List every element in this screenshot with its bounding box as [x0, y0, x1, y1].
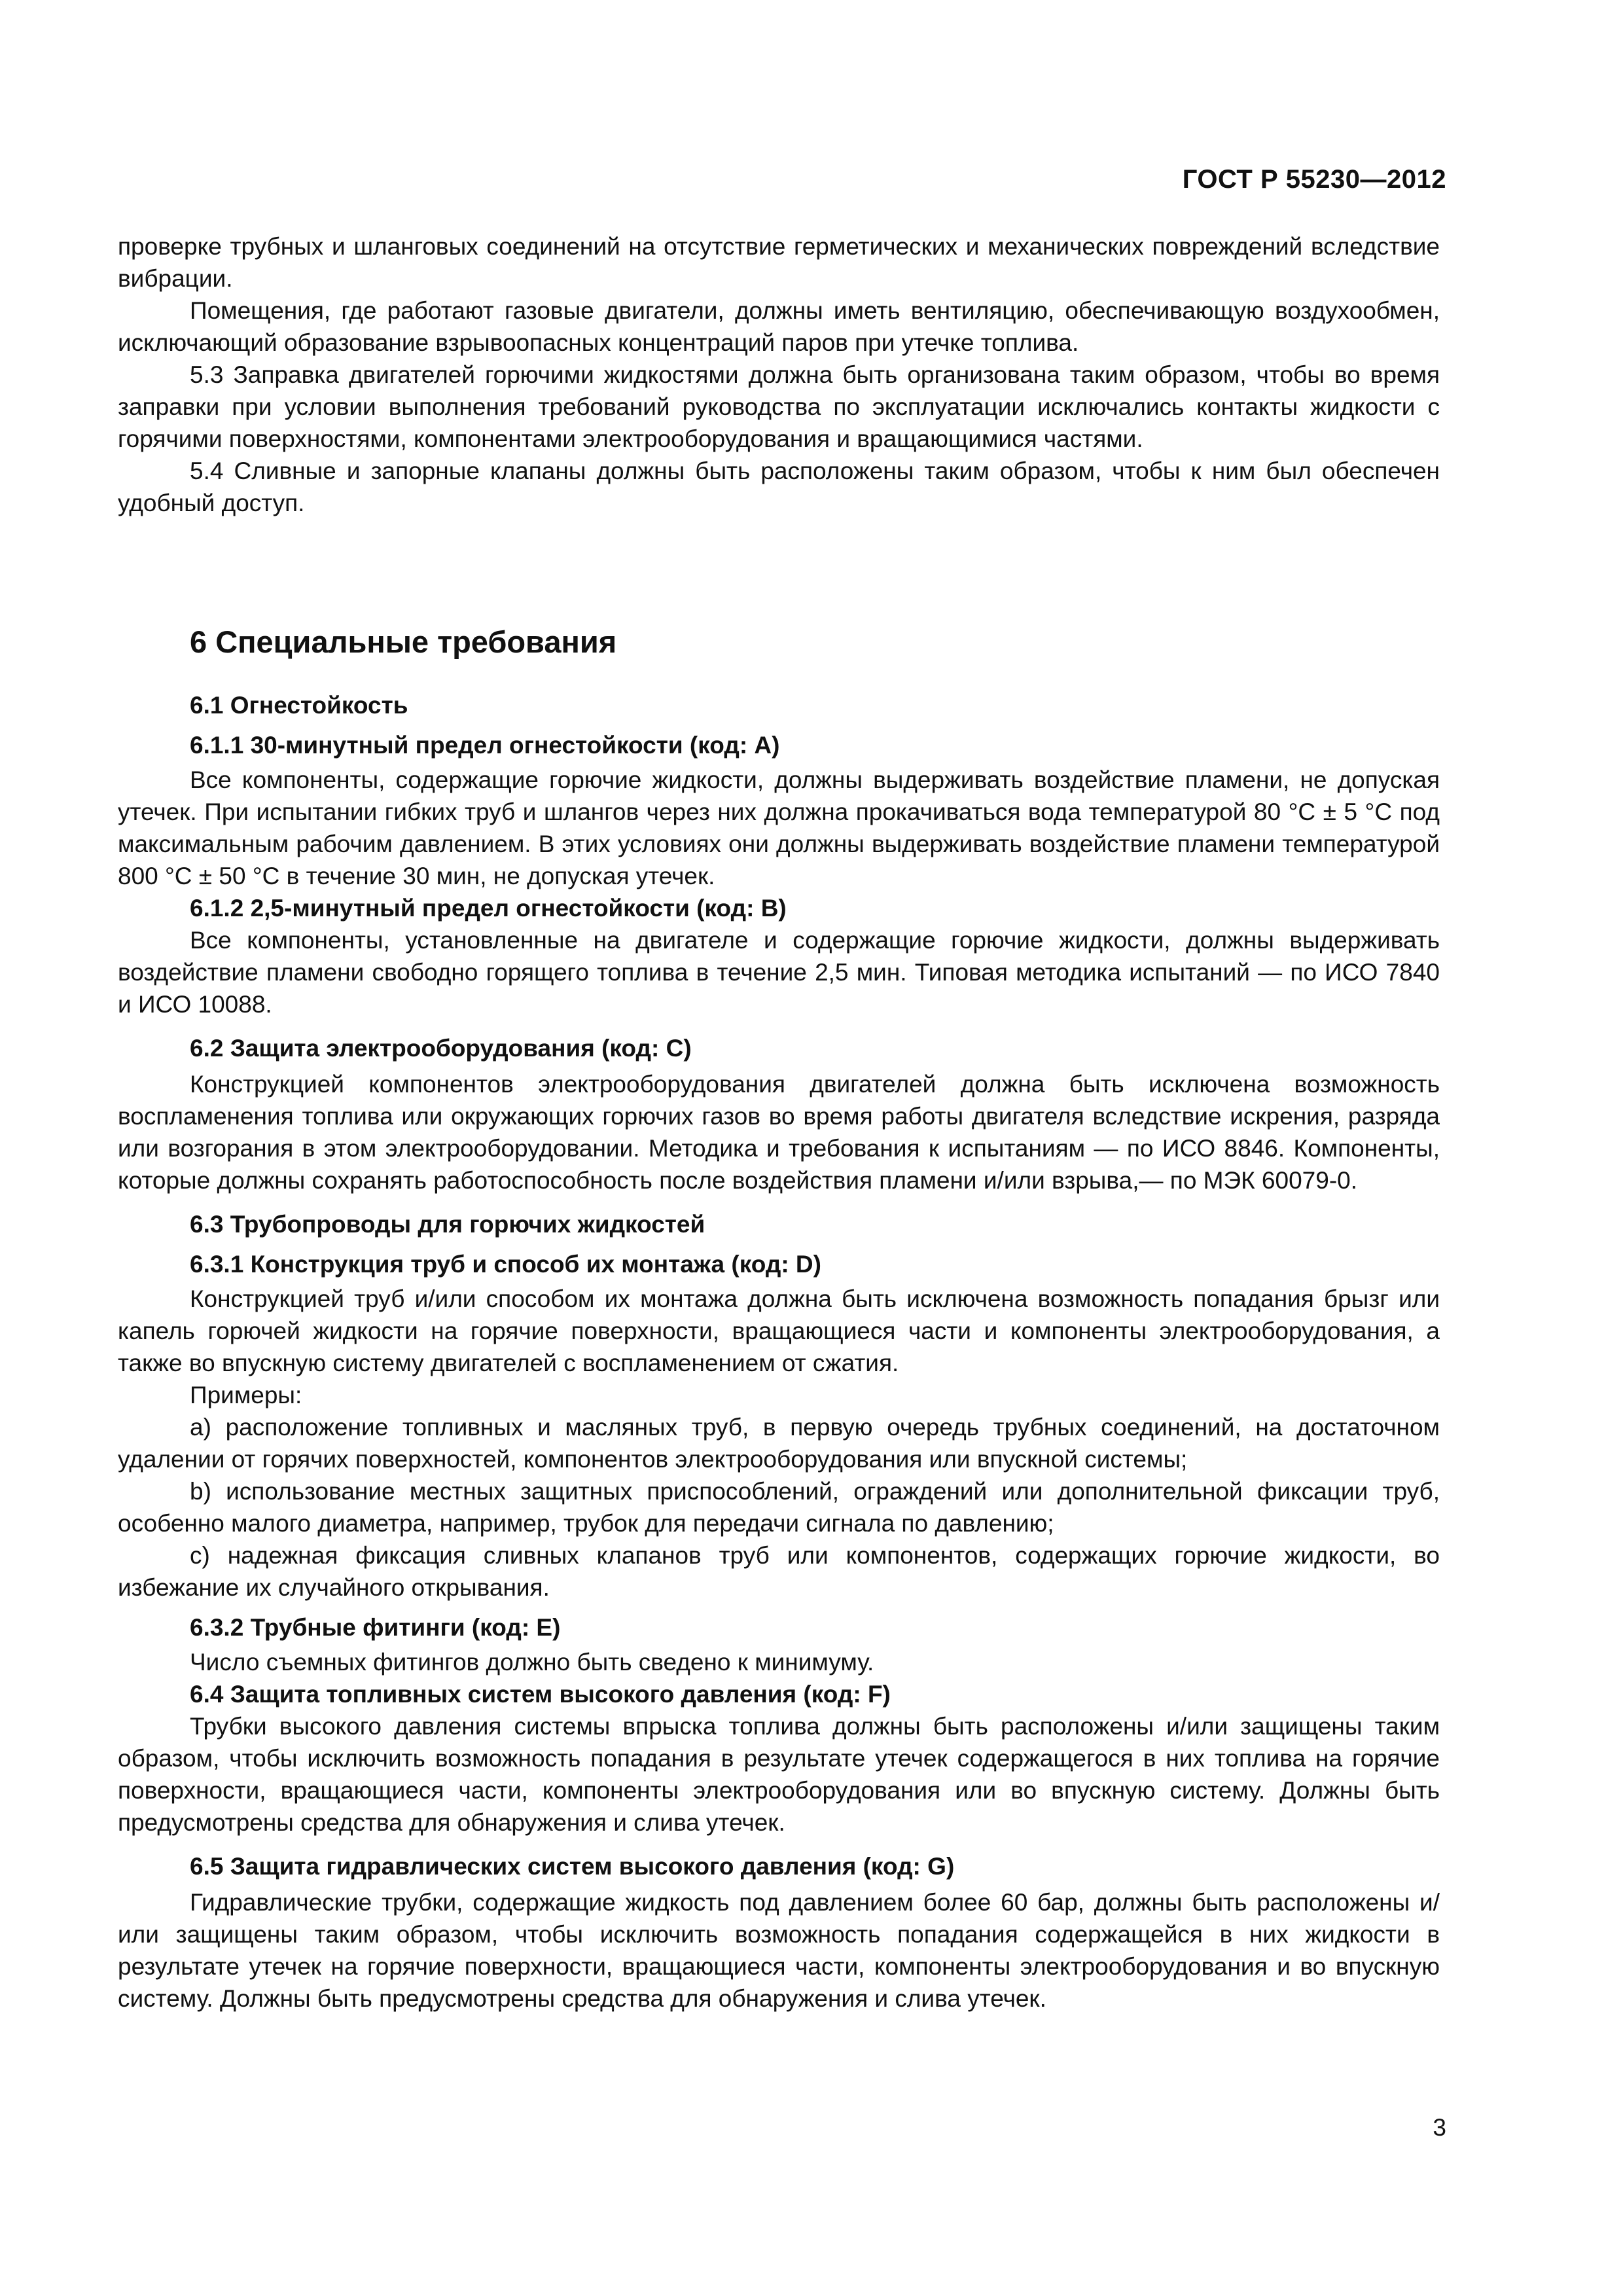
heading-6-5: 6.5 Защита гидравлических систем высокого давления (код: G): [190, 1853, 955, 1880]
paragraph-ventilation: Помещения, где работают газовые двигатели, должны иметь вентиляцию, обеспечивающую воздухообмен, исключающий образование взрывоопасных концентраций паров при утечке топлива.: [118, 297, 1440, 356]
paragraph-6-4: Трубки высокого давления системы впрыска топлива должны быть расположены и/или защищены таким образом, чтобы исключить возможность попадания в результате утечек содержащегося в них топлива на горячие поверхности, вращающиеся части, компоненты электрооборудования или во впускную систему. Должны быть предусмотрены средства для обнаружения и слива утечек.: [118, 1713, 1440, 1836]
paragraph-5-4: 5.4 Сливные и запорные клапаны должны быть расположены таким образом, чтобы к ним был обеспечен удобный доступ.: [118, 457, 1440, 516]
paragraph-6-2: Конструкцией компонентов электрооборудования двигателей должна быть исключена возможность воспламенения топлива или окружающих горючих газов во время работы двигателя вследствие искрения, разряда или возгорания в этом электрооборудовании. Методика и требования к испытаниям — по ИСО 8846. Компоненты, которые должны сохранять работоспособность после воздействия пламени и/или взрыва,— по МЭК 60079-0.: [118, 1071, 1440, 1194]
paragraph-examples: Примеры:: [190, 1382, 302, 1408]
paragraph-6-1-1: Все компоненты, содержащие горючие жидкости, должны выдерживать воздействие пламени, не допуская утечек. При испытании гибких труб и шлангов через них должна прокачиваться вода температурой 80 °С ± 5 °С под максимальным рабочим давлением. В этих условиях они должны выдерживать воздействие пламени температурой 800 °С ± 50 °С в течение 30 мин, не допуская утечек.: [118, 766, 1440, 889]
paragraph-6-3-2: Число съемных фитингов должно быть сведено к минимуму.: [190, 1649, 874, 1676]
paragraph-6-3-1: Конструкцией труб и/или способом их монтажа должна быть исключена возможность попадания брызг или капель горючей жидкости на горячие поверхности, вращающиеся части и компоненты электрооборудования, а также во впускную систему двигателей с воспламенением от сжатия.: [118, 1285, 1440, 1376]
paragraph-6-5: Гидравлические трубки, содержащие жидкость под давлением более 60 бар, должны быть расположены и/или защищены таким образом, чтобы исключить возможность попадания содержащейся в них жидкости в результате утечек на горячие поверхности, вращающиеся части, компоненты электрооборудования и во впускную систему. Должны быть предусмотрены средства для обнаружения и слива утечек.: [118, 1889, 1440, 2012]
paragraph-5-3: 5.3 Заправка двигателей горючими жидкостями должна быть организована таким образом, чтобы во время заправки при условии выполнения требований руководства по эксплуатации исключались контакты жидкости с горячими поверхностями, компонентами электрооборудования и вращающимися частями.: [118, 361, 1440, 452]
heading-6-4: 6.4 Защита топливных систем высокого давления (код: F): [190, 1681, 891, 1708]
paragraph-6-1-2: Все компоненты, установленные на двигателе и содержащие горючие жидкости, должны выдерживать воздействие пламени свободно горящего топлива в течение 2,5 мин. Типовая методика испытаний — по ИСО 7840 и ИСО 10088.: [118, 927, 1440, 1018]
heading-6-2: 6.2 Защита электрооборудования (код: C): [190, 1035, 692, 1062]
page-number: 3: [1433, 2114, 1446, 2141]
heading-6-1-2: 6.1.2 2,5-минутный предел огнестойкости (код: B): [190, 895, 787, 922]
heading-6-1-1: 6.1.1 30-минутный предел огнестойкости (код: A): [190, 732, 780, 759]
paragraph-continuation: проверке трубных и шланговых соединений на отсутствие герметических и механических повреждений вследствие вибрации.: [118, 233, 1440, 292]
document-body: [118, 230, 1440, 2015]
document-id: ГОСТ Р 55230—2012: [1182, 165, 1446, 194]
section-heading-6: 6 Специальные требования: [190, 624, 617, 659]
heading-6-3-2: 6.3.2 Трубные фитинги (код: E): [190, 1614, 561, 1641]
list-item-b: b) использование местных защитных приспособлений, ограждений или дополнительной фиксации труб, особенно малого диаметра, например, трубок для передачи сигнала по давлению;: [118, 1478, 1440, 1537]
heading-6-3: 6.3 Трубопроводы для горючих жидкостей: [190, 1211, 705, 1238]
heading-6-3-1: 6.3.1 Конструкция труб и способ их монтажа (код: D): [190, 1251, 821, 1278]
heading-6-1: 6.1 Огнестойкость: [190, 692, 408, 719]
list-item-c: c) надежная фиксация сливных клапанов труб или компонентов, содержащих горючие жидкости, во избежание их случайного открывания.: [118, 1542, 1440, 1601]
list-item-a: a) расположение топливных и масляных труб, в первую очередь трубных соединений, на достаточном удалении от горячих поверхностей, компонентов электрооборудования или впускной системы;: [118, 1414, 1440, 1473]
